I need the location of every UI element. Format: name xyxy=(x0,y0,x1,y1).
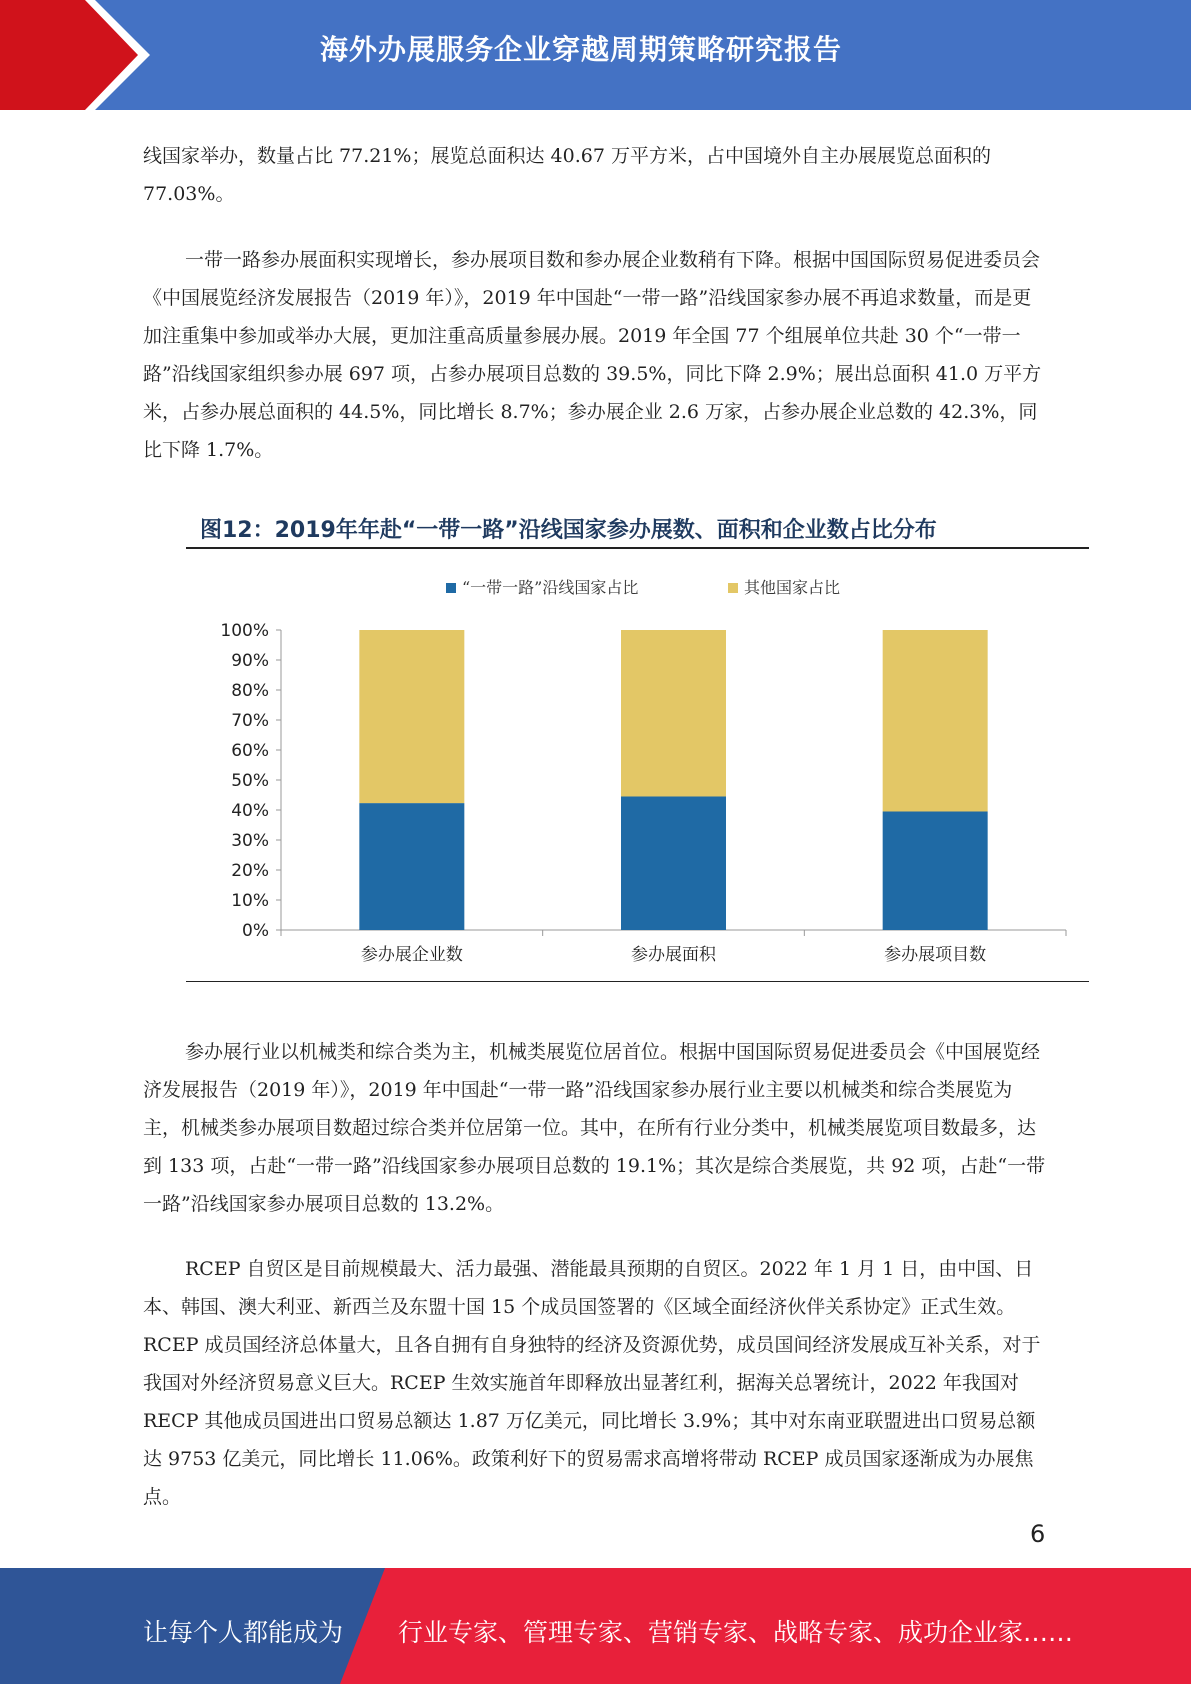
paragraph-1 xyxy=(143,137,1048,213)
paragraph-3 xyxy=(143,1033,1048,1223)
footer-slogan-left: 让每个人都能成为 xyxy=(143,1618,344,1647)
paragraph-2-text: 一带一路参办展面积实现增长，参办展项目数和参办展企业数稍有下降。根据中国国际贸易促进委员会《中国展览经济发展报告（2019 年）》，2019 年中国赴“一带一路”沿线国家参办展不再追求数量，而是更加注重集中参加或举办大展，更加注重高质量参展办展。2019 年全国 77 个组展单位共赴 30 个“一带一路”沿线国家组织参办展 697 项，占参办展项目总数的 39.5%，同比下降 2.9%；展出总面积 41.0 万平方米，占参办展总面积的 44.5%，同比增长 8.7%；参办展企业 2.6 万家，占参办展企业总数的 42.3%，同比下降 1.7%。 xyxy=(143,249,1042,461)
figure-top-rule xyxy=(186,547,1089,549)
y-tick-label: 40% xyxy=(231,801,269,821)
y-tick-label: 70% xyxy=(231,711,269,731)
page-number: 6 xyxy=(1030,1520,1046,1548)
y-tick-label: 90% xyxy=(231,651,269,671)
page-header xyxy=(0,0,1191,110)
stacked-bar-chart xyxy=(186,560,1089,975)
x-category-label: 参办展面积 xyxy=(631,945,716,965)
bar-other-0 xyxy=(359,630,464,803)
y-tick-label: 50% xyxy=(231,771,269,791)
header-title: 海外办展服务企业穿越周期策略研究报告 xyxy=(320,33,843,66)
y-tick-label: 0% xyxy=(242,921,269,941)
y-tick-label: 80% xyxy=(231,681,269,701)
figure-title: 图12：2019年年赴“一带一路”沿线国家参办展数、面积和企业数占比分布 xyxy=(200,518,937,543)
bar-belt-road-2 xyxy=(883,812,988,931)
paragraph-3-text: 参办展行业以机械类和综合类为主，机械类展览位居首位。根据中国国际贸易促进委员会《中国展览经济发展报告（2019 年）》，2019 年中国赴“一带一路”沿线国家参办展行业主要以机械类和综合类展览为主，机械类参办展项目数超过综合类并位居第一位。其中，在所有行业分类中，机械类展览项目数最多，达到 133 项，占赴“一带一路”沿线国家参办展项目总数的 19.1%；其次是综合类展览，共 92 项，占赴“一带一路”沿线国家参办展项目总数的 13.2%。 xyxy=(143,1041,1046,1215)
bar-belt-road-1 xyxy=(621,797,726,931)
y-tick-label: 20% xyxy=(231,861,269,881)
paragraph-2 xyxy=(143,241,1048,469)
y-tick-label: 60% xyxy=(231,741,269,761)
bar-other-2 xyxy=(883,630,988,812)
figure-bottom-rule xyxy=(186,981,1089,982)
y-tick-label: 10% xyxy=(231,891,269,911)
header-red-chevron xyxy=(0,0,160,110)
legend-label-0: “一带一路”沿线国家占比 xyxy=(462,578,639,597)
y-tick-label: 30% xyxy=(231,831,269,851)
x-category-label: 参办展企业数 xyxy=(360,945,463,965)
y-tick-label: 100% xyxy=(220,621,269,641)
legend-swatch-0 xyxy=(446,583,456,593)
paragraph-4 xyxy=(143,1250,1048,1516)
x-category-label: 参办展项目数 xyxy=(884,945,987,965)
bar-other-1 xyxy=(621,630,726,797)
paragraph-1-text: 线国家举办，数量占比 77.21%；展览总面积达 40.67 万平方米，占中国境外自主办展展览总面积的 77.03%。 xyxy=(143,145,991,205)
legend-label-1: 其他国家占比 xyxy=(744,578,841,597)
page-footer xyxy=(0,1568,1191,1684)
bar-belt-road-0 xyxy=(359,803,464,930)
legend-swatch-1 xyxy=(728,583,738,593)
paragraph-4-text: RCEP 自贸区是目前规模最大、活力最强、潜能最具预期的自贸区。2022 年 1 月 1 日，由中国、日本、韩国、澳大利亚、新西兰及东盟十国 15 个成员国签署的《区域全面经济伙伴关系协定》正式生效。RCEP 成员国经济总体量大，且各自拥有自身独特的经济及资源优势，成员国间经济发展成互补关系，对于我国对外经济贸易意义巨大。RCEP 生效实施首年即释放出显著红利，据海关总署统计，2022 年我国对 RECP 其他成员国进出口贸易总额达 1.87 万亿美元，同比增长 3.9%；其中对东南亚联盟进出口贸易总额达 9753 亿美元，同比增长 11.06%。政策利好下的贸易需求高增将带动 RCEP 成员国家逐渐成为办展焦点。 xyxy=(143,1258,1041,1508)
footer-slogan-right: 行业专家、管理专家、营销专家、战略专家、成功企业家…… xyxy=(398,1618,1074,1647)
